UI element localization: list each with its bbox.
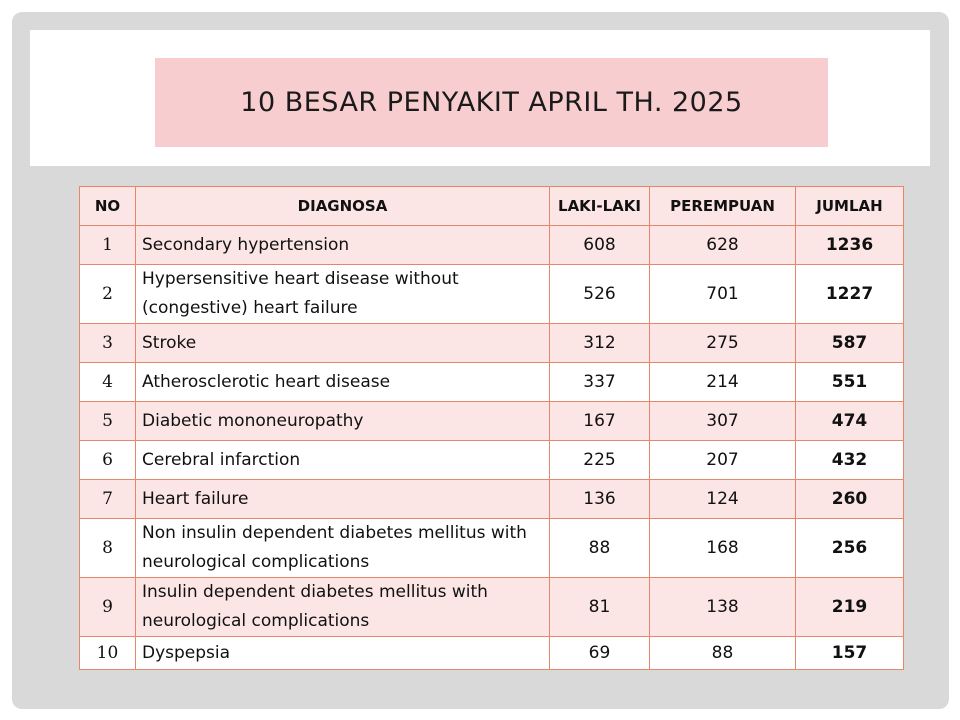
header-diagnosa: DIAGNOSA <box>136 187 550 226</box>
header-laki-laki: LAKI-LAKI <box>550 187 650 226</box>
row-no: 8 <box>80 519 136 578</box>
row-laki-laki: 88 <box>550 519 650 578</box>
row-laki-laki: 337 <box>550 363 650 402</box>
row-laki-laki: 225 <box>550 441 650 480</box>
row-diagnosa: Cerebral infarction <box>136 441 550 480</box>
row-perempuan: 207 <box>650 441 796 480</box>
page-title: 10 BESAR PENYAKIT APRIL TH. 2025 <box>240 87 743 118</box>
row-diagnosa: Stroke <box>136 324 550 363</box>
row-perempuan: 124 <box>650 480 796 519</box>
row-no: 10 <box>80 637 136 670</box>
row-diagnosa: Secondary hypertension <box>136 226 550 265</box>
row-jumlah: 432 <box>796 441 904 480</box>
row-perempuan: 307 <box>650 402 796 441</box>
row-diagnosa: Heart failure <box>136 480 550 519</box>
row-jumlah: 587 <box>796 324 904 363</box>
row-perempuan: 628 <box>650 226 796 265</box>
row-laki-laki: 81 <box>550 578 650 637</box>
row-diagnosa: Insulin dependent diabetes mellitus with neurological complications <box>136 578 550 637</box>
row-diagnosa: Atherosclerotic heart disease <box>136 363 550 402</box>
row-perempuan: 138 <box>650 578 796 637</box>
table-row <box>80 480 904 519</box>
row-no: 4 <box>80 363 136 402</box>
table-header-row <box>80 187 904 226</box>
row-no: 1 <box>80 226 136 265</box>
row-diagnosa: Diabetic mononeuropathy <box>136 402 550 441</box>
table-row <box>80 519 904 578</box>
disease-table <box>79 186 904 670</box>
title-box <box>155 58 828 147</box>
row-laki-laki: 136 <box>550 480 650 519</box>
row-jumlah: 1236 <box>796 226 904 265</box>
row-laki-laki: 167 <box>550 402 650 441</box>
row-no: 5 <box>80 402 136 441</box>
row-jumlah: 219 <box>796 578 904 637</box>
table-row <box>80 402 904 441</box>
row-diagnosa: Non insulin dependent diabetes mellitus with neurological complications <box>136 519 550 578</box>
row-no: 3 <box>80 324 136 363</box>
row-laki-laki: 608 <box>550 226 650 265</box>
row-diagnosa: Hypersensitive heart disease without (congestive) heart failure <box>136 265 550 324</box>
row-no: 2 <box>80 265 136 324</box>
header-no: NO <box>80 187 136 226</box>
row-laki-laki: 69 <box>550 637 650 670</box>
table-row <box>80 265 904 324</box>
row-jumlah: 1227 <box>796 265 904 324</box>
table-row <box>80 578 904 637</box>
row-no: 7 <box>80 480 136 519</box>
row-laki-laki: 312 <box>550 324 650 363</box>
header-perempuan: PEREMPUAN <box>650 187 796 226</box>
table-row <box>80 637 904 670</box>
row-jumlah: 474 <box>796 402 904 441</box>
row-no: 6 <box>80 441 136 480</box>
header-jumlah: JUMLAH <box>796 187 904 226</box>
table-row <box>80 441 904 480</box>
table-row <box>80 226 904 265</box>
row-perempuan: 88 <box>650 637 796 670</box>
row-jumlah: 551 <box>796 363 904 402</box>
table-row <box>80 363 904 402</box>
row-jumlah: 260 <box>796 480 904 519</box>
row-jumlah: 157 <box>796 637 904 670</box>
row-laki-laki: 526 <box>550 265 650 324</box>
row-perempuan: 214 <box>650 363 796 402</box>
row-perempuan: 701 <box>650 265 796 324</box>
row-diagnosa: Dyspepsia <box>136 637 550 670</box>
table-row <box>80 324 904 363</box>
row-jumlah: 256 <box>796 519 904 578</box>
row-perempuan: 275 <box>650 324 796 363</box>
row-perempuan: 168 <box>650 519 796 578</box>
row-no: 9 <box>80 578 136 637</box>
